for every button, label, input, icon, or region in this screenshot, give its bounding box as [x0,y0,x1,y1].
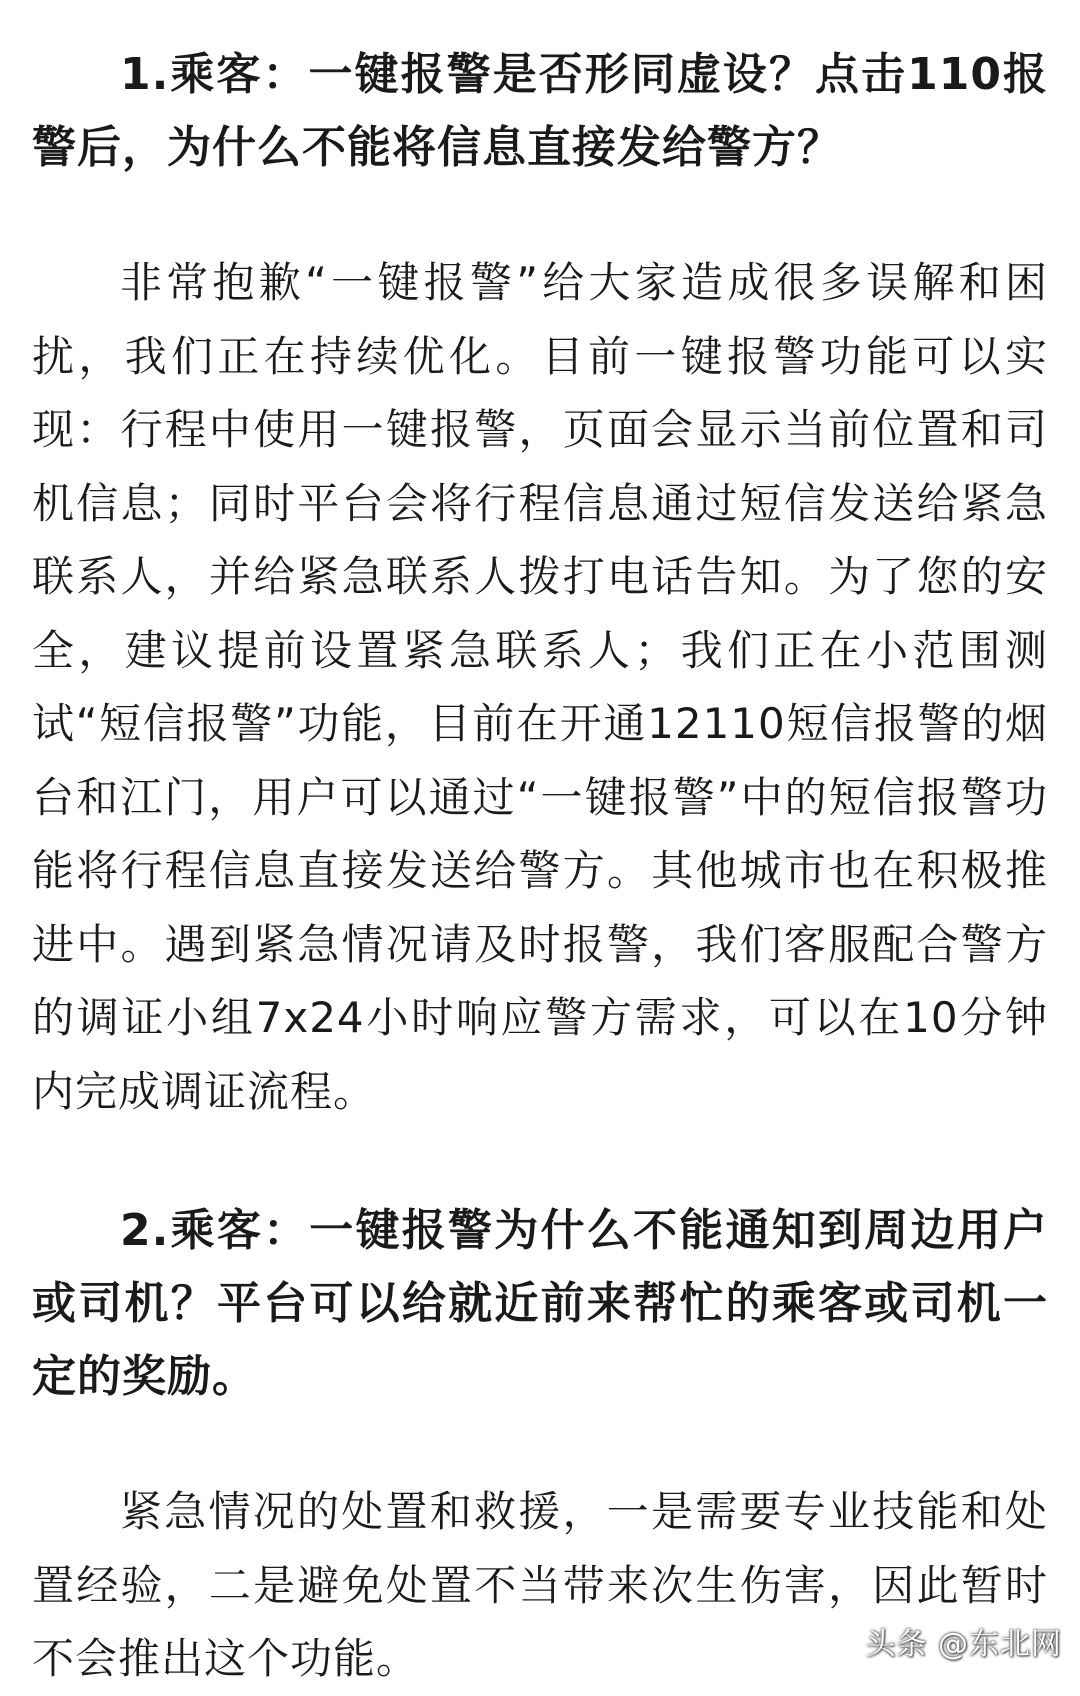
source-watermark: 头条 @东北网 [865,1627,1062,1662]
paragraph-gap [32,1413,1048,1475]
question-1-heading: 1.乘客：一键报警是否形同虚设？点击110报警后，为什么不能将信息直接发给警方？ [32,49,1048,173]
question-2-heading: 2.乘客：一键报警为什么不能通知到周边用户或司机？平台可以给就近前来帮忙的乘客或司机一定的奖励。 [32,1205,1048,1402]
answer-1-paragraph: 非常抱歉“一键报警”给大家造成很多误解和困扰，我们正在持续优化。目前一键报警功能可以实现：行程中使用一键报警，页面会显示当前位置和司机信息；同时平台会将行程信息通过短信发送给紧急联系人，并给紧急联系人拨打电话告知。为了您的安全，建议提前设置紧急联系人；我们正在小范围测试“短信报警”功能，目前在开通12110短信报警的烟台和江门，用户可以通过“一键报警”中的短信报警功能将行程信息直接发送给警方。其他城市也在积极推进中。遇到紧急情况请及时报警，我们客服配合警方的调证小组7x24小时响应警方需求，可以在10分钟内完成调证流程。 [32,258,1048,1116]
answer-2-paragraph: 紧急情况的处置和救援，一是需要专业技能和处置经验，二是避免处置不当带来次生伤害，因此暂时不会推出这个功能。 [32,1487,1048,1683]
paragraph-gap [32,184,1048,246]
paragraph-gap [32,1128,1048,1194]
article-body [32,38,1048,1696]
